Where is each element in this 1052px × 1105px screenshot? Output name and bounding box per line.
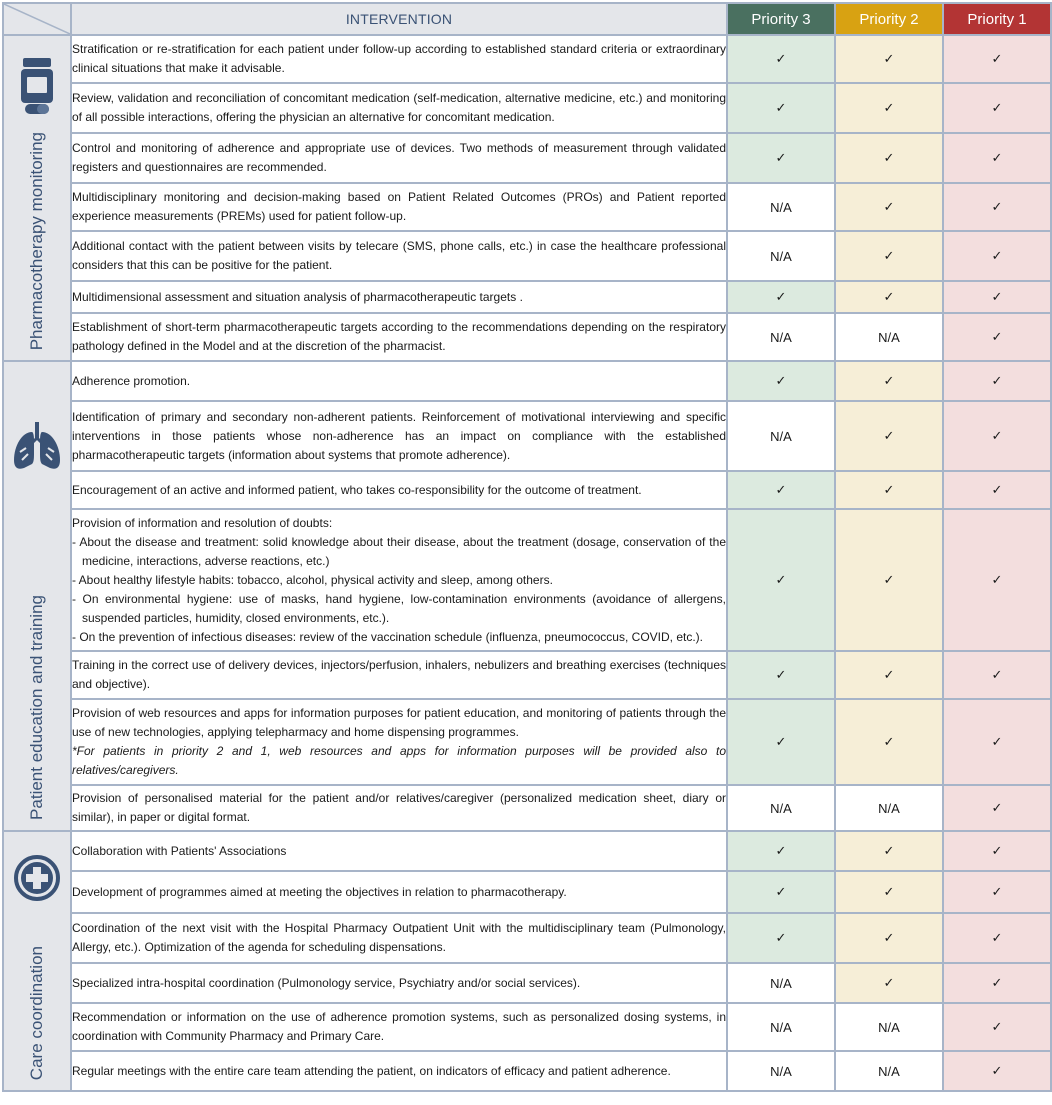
intervention-text [71, 35, 727, 83]
table-row [3, 471, 1051, 509]
header-intervention: INTERVENTION [71, 3, 727, 35]
priority-3-cell: ✓ [727, 361, 835, 401]
intervention-text [71, 83, 727, 133]
intervention-text [71, 231, 727, 281]
priority-1-cell: ✓ [943, 83, 1051, 133]
intervention-label: Development of programmes aimed at meeting the objectives in relation to pharmacotherapy. [72, 884, 567, 899]
table-row [3, 913, 1051, 963]
priority-3-cell: N/A [727, 313, 835, 361]
priority-2-cell: ✓ [835, 471, 943, 509]
priority-3-cell: N/A [727, 401, 835, 471]
priority-1-cell: ✓ [943, 1051, 1051, 1091]
priority-1-cell: ✓ [943, 785, 1051, 831]
intervention-label: Coordination of the next visit with the Hospital Pharmacy Outpatient Unit with the multidisciplinary team (Pulmonology, Allergy, etc.). Optimization of the agenda for scheduling dispensations. [72, 921, 726, 954]
intervention-label: Encouragement of an active and informed patient, who takes co-responsibility for the outcome of treatment. [72, 482, 642, 497]
intervention-text [71, 183, 727, 231]
priority-3-cell: ✓ [727, 831, 835, 871]
priority-1-cell: ✓ [943, 699, 1051, 785]
intervention-bullet: - About the disease and treatment: solid knowledge about their disease, about the treatment (dosage, conservation of the medicine, interactions, adverse reactions, etc.) [72, 534, 726, 568]
intervention-label: Adherence promotion. [72, 373, 191, 388]
medication-bottle-icon [19, 58, 55, 119]
table-row [3, 1003, 1051, 1051]
priority-2-cell: ✓ [835, 231, 943, 281]
priority-3-cell: N/A [727, 183, 835, 231]
table-row [3, 785, 1051, 831]
table-row [3, 313, 1051, 361]
priority-1-cell: ✓ [943, 281, 1051, 313]
priority-2-cell: ✓ [835, 651, 943, 699]
category-cell [3, 35, 71, 361]
intervention-note: *For patients in priority 2 and 1, web resources and apps for information purposes will be provided also to relatives/caregivers. [72, 744, 726, 777]
intervention-label: Review, validation and reconciliation of concomitant medication (self-medication, alternative medicine, etc.) and monitoring of all possible interactions, offering the physician an alternative for concomitant medication. [72, 91, 726, 124]
header-priority-3: Priority 3 [727, 3, 835, 35]
intervention-label: Collaboration with Patients' Associations [72, 843, 287, 858]
priority-2-cell: ✓ [835, 963, 943, 1003]
intervention-text [71, 913, 727, 963]
intervention-text [71, 699, 727, 785]
priority-3-cell: N/A [727, 1051, 835, 1091]
priority-1-cell: ✓ [943, 871, 1051, 913]
intervention-text [71, 313, 727, 361]
intervention-text [71, 871, 727, 913]
intervention-text [71, 401, 727, 471]
medical-cross-icon [13, 854, 61, 907]
intervention-label: Provision of personalised material for the patient and/or relatives/caregiver (personalized medication sheet, diary or similar), in paper or digital format. [72, 791, 726, 824]
priority-3-cell: ✓ [727, 133, 835, 183]
priority-2-cell: N/A [835, 1003, 943, 1051]
table-row [3, 133, 1051, 183]
intervention-label: Establishment of short-term pharmacotherapeutic targets according to the recommendations depending on the respiratory pathology defined in the Model and at the discretion of the pharmacist. [72, 320, 726, 353]
category-label: Pharmacotherapy monitoring [27, 131, 46, 350]
category-cell [3, 361, 71, 831]
priority-1-cell: ✓ [943, 313, 1051, 361]
priority-2-cell: ✓ [835, 281, 943, 313]
priority-1-cell: ✓ [943, 133, 1051, 183]
intervention-label: Provision of web resources and apps for information purposes for patient education, and monitoring of patients through the use of new technologies, applying telepharmacy and home dispensing programmes. [72, 706, 726, 739]
intervention-text [71, 133, 727, 183]
lungs-icon [12, 422, 62, 477]
intervention-label: Specialized intra-hospital coordination (Pulmonology service, Psychiatry and/or social services). [72, 975, 581, 990]
table-row [3, 35, 1051, 83]
priority-2-cell: ✓ [835, 83, 943, 133]
priority-2-cell: ✓ [835, 871, 943, 913]
intervention-label: Stratification or re-stratification for each patient under follow-up according to established standard criteria or extraordinary clinical situations that make it advisable. [72, 42, 726, 75]
table-row [3, 1051, 1051, 1091]
intervention-bullet: - About healthy lifestyle habits: tobacco, alcohol, physical activity and sleep, among others. [72, 572, 553, 587]
priority-3-cell: N/A [727, 785, 835, 831]
table-row [3, 231, 1051, 281]
table-row [3, 651, 1051, 699]
header-priority-2: Priority 2 [835, 3, 943, 35]
intervention-text [71, 831, 727, 871]
table-row [3, 509, 1051, 651]
priority-2-cell: ✓ [835, 401, 943, 471]
priority-3-cell: N/A [727, 231, 835, 281]
intervention-label: Multidisciplinary monitoring and decision-making based on Patient Related Outcomes (PROs) and Patient reported experience measurements (PREMs) used for patient follow-up. [72, 190, 726, 223]
priority-1-cell: ✓ [943, 471, 1051, 509]
priority-2-cell: N/A [835, 785, 943, 831]
header-priority-1: Priority 1 [943, 3, 1051, 35]
priority-1-cell: ✓ [943, 361, 1051, 401]
table-row [3, 963, 1051, 1003]
priority-2-cell: ✓ [835, 913, 943, 963]
table-row [3, 871, 1051, 913]
intervention-label: Identification of primary and secondary non-adherent patients. Reinforcement of motivational interviewing and specific interventions in those patients whose non-adherence has an impact on compliance with the established pharmacotherapeutic targets (information about systems that promote adherence). [72, 409, 726, 462]
category-label: Care coordination [27, 945, 46, 1080]
intervention-text [71, 1003, 727, 1051]
intervention-text [71, 1051, 727, 1091]
intervention-bullet: - On the prevention of infectious diseases: review of the vaccination schedule (influenza, pneumococcus, COVID, etc.). [72, 629, 703, 644]
table-row [3, 831, 1051, 871]
intervention-text [71, 509, 727, 651]
priority-2-cell: ✓ [835, 509, 943, 651]
intervention-text [71, 281, 727, 313]
table-row [3, 183, 1051, 231]
intervention-text [71, 361, 727, 401]
priority-3-cell: ✓ [727, 83, 835, 133]
priority-1-cell: ✓ [943, 509, 1051, 651]
category-label: Patient education and training [27, 595, 46, 820]
priority-1-cell: ✓ [943, 963, 1051, 1003]
priority-1-cell: ✓ [943, 401, 1051, 471]
table-row [3, 83, 1051, 133]
table-row [3, 401, 1051, 471]
priority-3-cell: N/A [727, 1003, 835, 1051]
priority-1-cell: ✓ [943, 651, 1051, 699]
intervention-label: Regular meetings with the entire care team attending the patient, on indicators of efficacy and patient adherence. [72, 1063, 671, 1078]
intervention-label: Control and monitoring of adherence and appropriate use of devices. Two methods of measurement through validated registers and questionnaires are recommended. [72, 141, 726, 174]
priority-3-cell: ✓ [727, 651, 835, 699]
priority-3-cell: ✓ [727, 699, 835, 785]
priority-1-cell: ✓ [943, 831, 1051, 871]
header-row [3, 3, 1051, 35]
table-row [3, 699, 1051, 785]
priority-2-cell: N/A [835, 1051, 943, 1091]
priority-3-cell: ✓ [727, 509, 835, 651]
intervention-text [71, 651, 727, 699]
priority-1-cell: ✓ [943, 913, 1051, 963]
priority-2-cell: ✓ [835, 35, 943, 83]
priority-2-cell: N/A [835, 313, 943, 361]
table-row [3, 281, 1051, 313]
priority-2-cell: ✓ [835, 831, 943, 871]
priority-3-cell: ✓ [727, 471, 835, 509]
priority-1-cell: ✓ [943, 231, 1051, 281]
priority-2-cell: ✓ [835, 133, 943, 183]
intervention-table [2, 2, 1052, 1092]
intervention-label: Recommendation or information on the use of adherence promotion systems, such as personalized dosing systems, in coordination with Community Pharmacy and Primary Care. [72, 1010, 726, 1043]
category-cell [3, 831, 71, 1091]
priority-1-cell: ✓ [943, 35, 1051, 83]
priority-2-cell: ✓ [835, 699, 943, 785]
intervention-label: Provision of information and resolution of doubts: [72, 515, 333, 530]
priority-3-cell: ✓ [727, 871, 835, 913]
table-row [3, 361, 1051, 401]
intervention-bullet: - On environmental hygiene: use of masks, hand hygiene, low-contamination environments (avoidance of allergens, suspended particles, humidity, closed environments, etc.). [72, 591, 726, 625]
priority-2-cell: ✓ [835, 361, 943, 401]
priority-3-cell: ✓ [727, 281, 835, 313]
intervention-text [71, 963, 727, 1003]
intervention-text [71, 471, 727, 509]
priority-2-cell: ✓ [835, 183, 943, 231]
header-corner [3, 3, 71, 35]
priority-1-cell: ✓ [943, 183, 1051, 231]
priority-3-cell: ✓ [727, 913, 835, 963]
priority-3-cell: N/A [727, 963, 835, 1003]
intervention-text [71, 785, 727, 831]
intervention-label: Multidimensional assessment and situation analysis of pharmacotherapeutic targets . [72, 289, 523, 304]
intervention-label: Additional contact with the patient between visits by telecare (SMS, phone calls, etc.) in case the healthcare professional considers that this can be positive for the patient. [72, 239, 726, 272]
priority-1-cell: ✓ [943, 1003, 1051, 1051]
priority-3-cell: ✓ [727, 35, 835, 83]
intervention-label: Training in the correct use of delivery devices, injectors/perfusion, inhalers, nebulizers and breathing exercises (techniques and objective). [72, 658, 726, 691]
